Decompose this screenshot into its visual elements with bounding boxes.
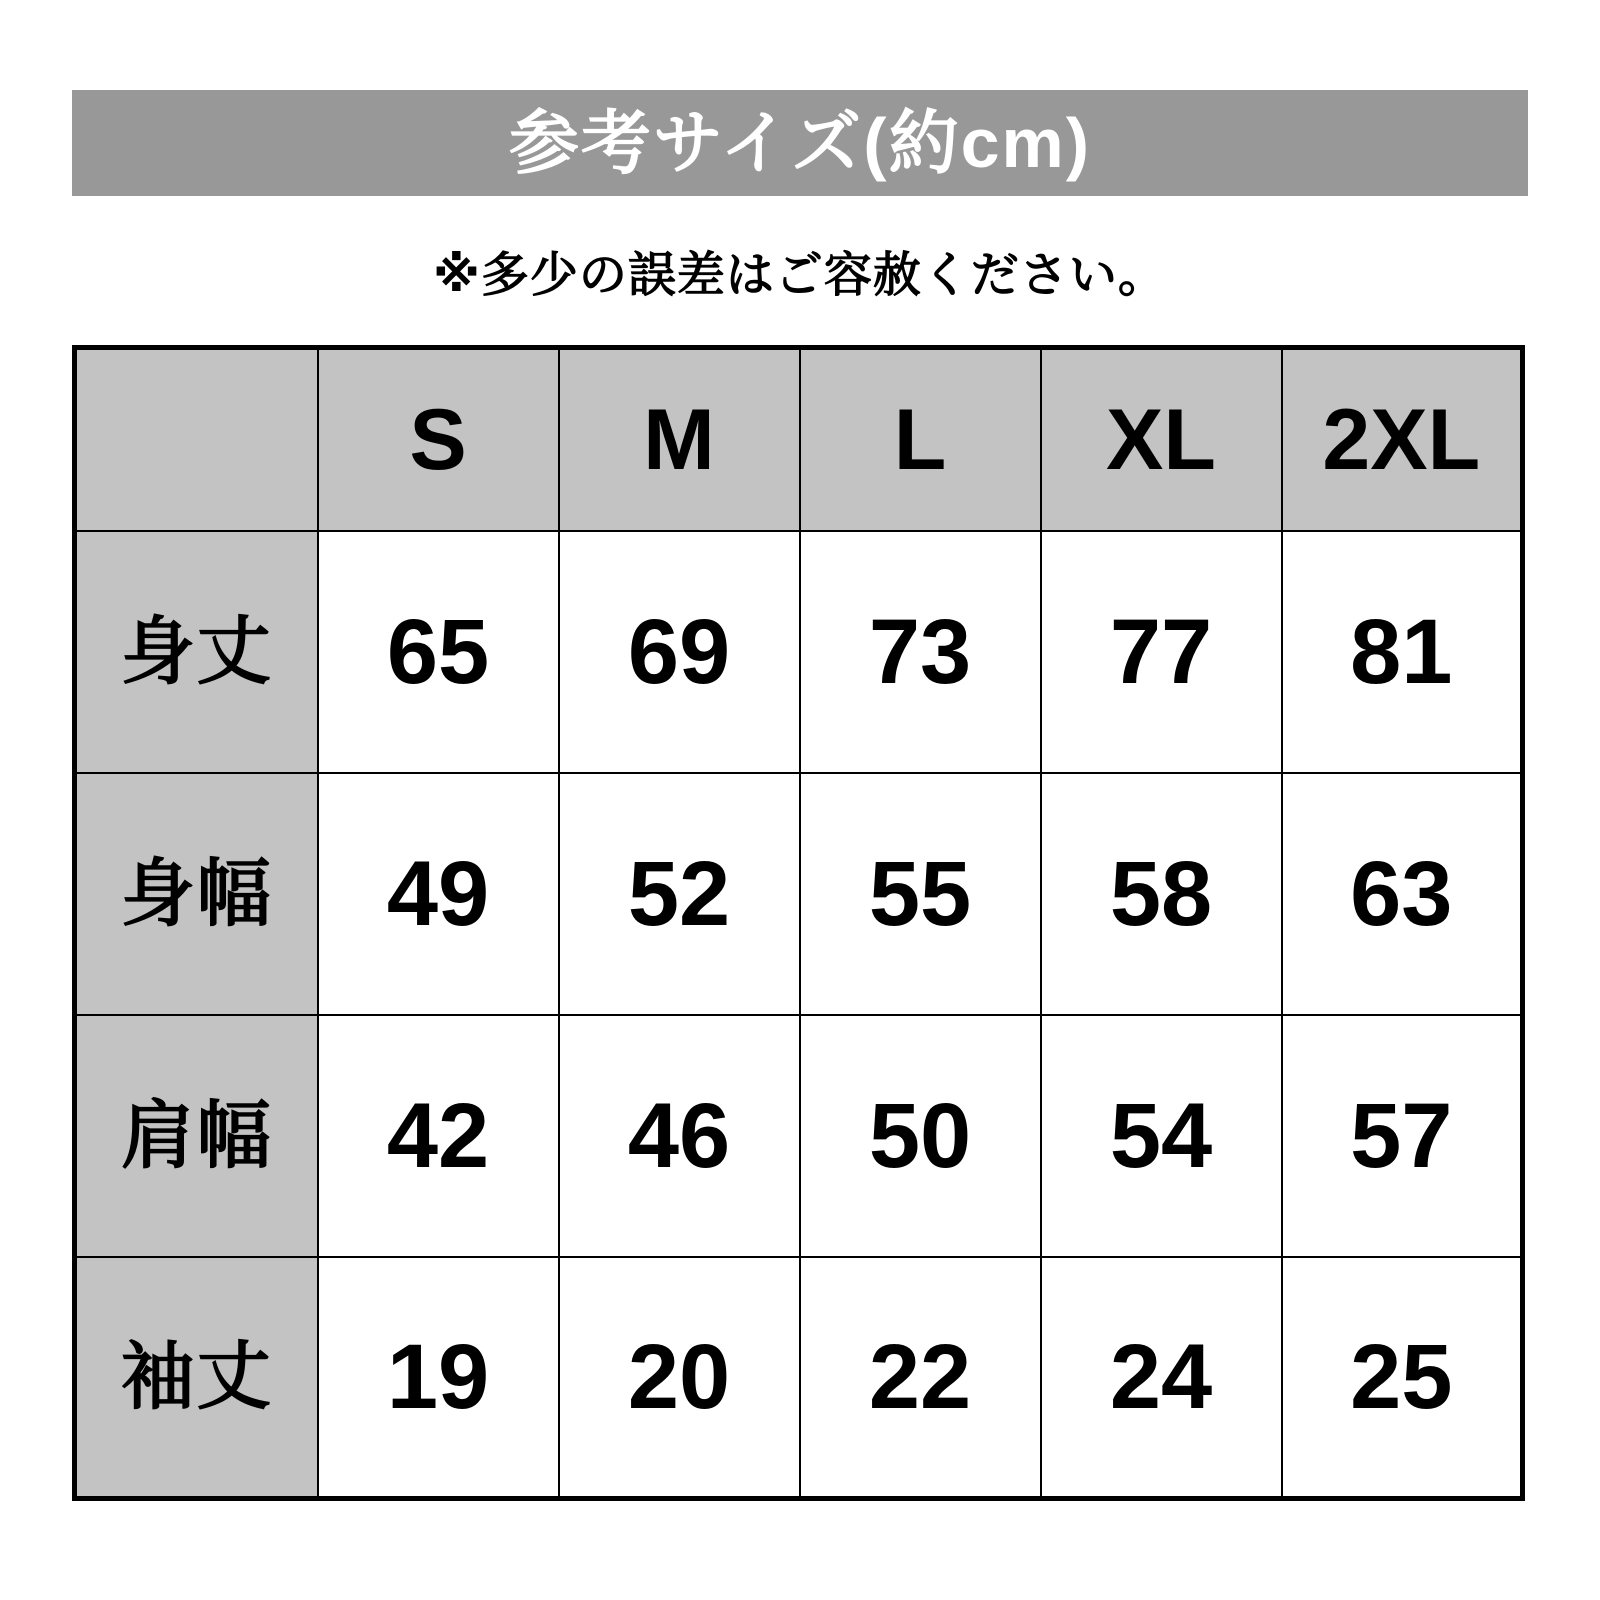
row-label-sleeve-length: 袖丈 (75, 1257, 318, 1499)
size-value: 65 (318, 531, 559, 773)
size-table (72, 345, 1525, 1501)
size-value: 54 (1041, 1015, 1282, 1257)
size-value: 58 (1041, 773, 1282, 1015)
size-value: 52 (559, 773, 800, 1015)
page-title: 参考サイズ(約cm) (508, 104, 1092, 182)
size-value: 19 (318, 1257, 559, 1499)
size-value: 55 (800, 773, 1041, 1015)
size-value: 69 (559, 531, 800, 773)
size-value: 46 (559, 1015, 800, 1257)
table-row-body-length (75, 531, 1523, 773)
size-value: 49 (318, 773, 559, 1015)
size-value: 73 (800, 531, 1041, 773)
size-value: 22 (800, 1257, 1041, 1499)
size-value: 57 (1282, 1015, 1523, 1257)
table-row-sleeve-length (75, 1257, 1523, 1499)
size-value: 20 (559, 1257, 800, 1499)
col-header-l: L (800, 348, 1041, 531)
row-label-body-width: 身幅 (75, 773, 318, 1015)
col-header-s: S (318, 348, 559, 531)
row-label-shoulder-width: 肩幅 (75, 1015, 318, 1257)
size-value: 50 (800, 1015, 1041, 1257)
col-header-2xl: 2XL (1282, 348, 1523, 531)
col-header-xl: XL (1041, 348, 1282, 531)
corner-cell (75, 348, 318, 531)
size-value: 42 (318, 1015, 559, 1257)
size-value: 25 (1282, 1257, 1523, 1499)
size-value: 77 (1041, 531, 1282, 773)
table-row-shoulder-width (75, 1015, 1523, 1257)
table-row-body-width (75, 773, 1523, 1015)
size-value: 24 (1041, 1257, 1282, 1499)
tolerance-note: ※多少の誤差はご容赦ください。 (433, 249, 1167, 302)
size-value: 63 (1282, 773, 1523, 1015)
size-value: 81 (1282, 531, 1523, 773)
size-header-row (75, 348, 1523, 531)
row-label-body-length: 身丈 (75, 531, 318, 773)
col-header-m: M (559, 348, 800, 531)
title-banner (72, 90, 1528, 196)
